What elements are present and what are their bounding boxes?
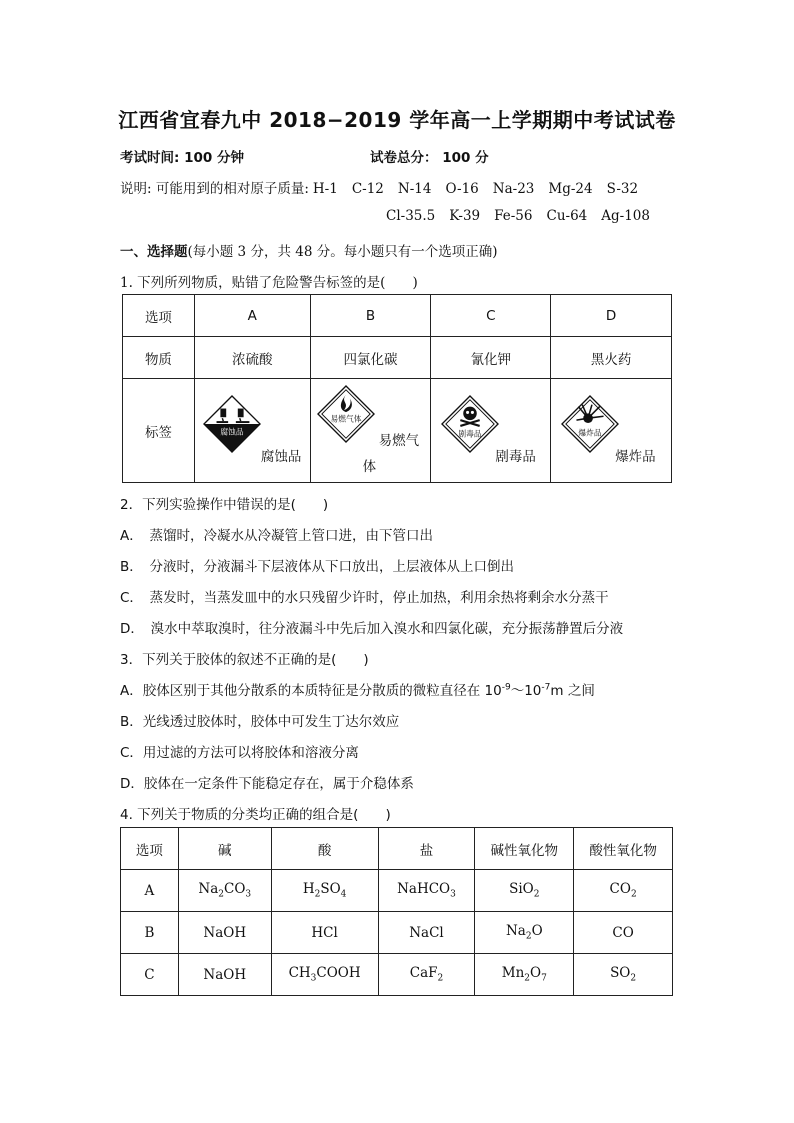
formula-text: NaHCO [397,881,451,898]
question-3-option-a [120,679,595,699]
row-label: 物质 [123,337,195,379]
formula-text: O [530,965,542,982]
option-cell: B [310,295,431,337]
question-3-option-c: C．用过滤的方法可以将胶体和溶液分离 [120,745,359,761]
exam-title: 江西省宜春九中 2018−2019 学年高一上学期期中考试试卷 [118,108,676,132]
formula-subscript: 2 [218,889,224,900]
sign-text: 爆炸品 [578,428,602,438]
column-header: 碱性氧化物 [475,828,574,870]
label-caption: 爆炸品 [615,449,656,465]
q1-table [122,294,672,483]
formula-cell [574,912,673,954]
formula-subscript: 4 [340,889,347,900]
formula-text: Na [505,923,526,940]
row-label: 标签 [123,379,195,483]
atomic-mass-note [120,177,638,197]
q4-table-body [121,870,673,996]
option-text: m 之间 [550,683,595,699]
formula-text: CO [612,924,634,941]
formula-text: CaF [409,965,438,982]
question-2-option-d: D． 溴水中萃取溴时，往分液漏斗中先后加入溴水和四氯化碳，充分振荡静置后分液 [120,621,624,637]
option-cell: D [551,295,672,337]
table-row [123,379,672,483]
formula-text: CO [609,881,631,898]
atomic-mass: Mg-24 [548,181,593,197]
section-instructions: (每小题 3 分，共 48 分。每小题只有一个选项正确) [187,244,498,260]
formula-cell [271,954,378,996]
question-2-stem: 2．下列实验操作中错误的是( ) [120,497,329,513]
formula-text: SiO [509,881,534,898]
label-cell-c [431,379,551,483]
exponent: -9 [501,682,511,693]
label-cell-b [310,379,431,483]
corrosive-sign-icon [203,395,261,453]
formula-subscript: 2 [630,973,637,984]
atomic-mass: S-32 [606,181,639,197]
atomic-mass-note-line2 [386,208,650,224]
option-text: ～10 [510,683,542,699]
total-score: 试卷总分： 100 分 [370,150,489,166]
question-3-option-b: B．光线透过胶体时，胶体中可发生丁达尔效应 [120,714,400,730]
formula-subscript: 3 [245,889,252,900]
atomic-mass: C-12 [351,181,384,197]
label-caption: 剧毒品 [495,449,536,465]
atomic-mass: Na-23 [492,181,535,197]
formula-subscript: 2 [524,973,531,984]
question-3-stem: 3．下列关于胶体的叙述不正确的是( ) [120,652,369,668]
row-label: 选项 [123,295,195,337]
formula-text: CO [223,881,246,898]
flammable-gas-sign-icon [317,385,375,443]
column-header: 碱 [178,828,271,870]
table-row [121,912,673,954]
table-row [121,870,673,912]
substance-cell: 氰化钾 [431,337,551,379]
formula-cell [378,954,475,996]
formula-subscript: 2 [525,931,532,942]
formula-text: NaOH [203,966,247,983]
exam-time: 考试时间: 100 分钟 [120,150,244,166]
formula-cell [378,912,475,954]
formula-subscript: 3 [450,889,456,900]
column-header: 酸 [271,828,378,870]
formula-cell [475,954,574,996]
formula-cell [475,870,574,912]
atomic-mass: Cu-64 [546,208,588,224]
formula-cell [378,870,475,912]
formula-text: SO [610,965,631,982]
option-text: A．胶体区别于其他分散系的本质特征是分散质的微粒直径在 10 [120,683,502,699]
formula-text: HCl [311,924,338,941]
atomic-mass: K-39 [449,208,481,224]
substance-cell: 浓硫酸 [194,337,310,379]
table-row [123,337,672,379]
section-heading [120,240,497,260]
formula-cell [574,954,673,996]
atomic-mass: Cl-35.5 [386,208,436,224]
formula-text: SO [320,881,341,898]
toxic-sign-icon [441,395,499,453]
section-title: 一、选择题 [120,244,188,260]
formula-subscript: 2 [630,889,637,900]
formula-text: NaOH [203,924,247,941]
label-cell-d [551,379,672,483]
column-header: 酸性氧化物 [574,828,673,870]
option-cell: C [431,295,551,337]
sign-text: 腐蚀品 [220,427,244,437]
question-3-option-d: D．胶体在一定条件下能稳定存在，属于介稳体系 [120,776,414,792]
formula-subscript: 7 [541,973,547,984]
question-2-option-a: A． 蒸馏时，冷凝水从冷凝管上管口进，由下管口出 [120,528,433,544]
formula-text: O [531,923,543,940]
exponent: -7 [541,682,551,693]
formula-text: CH [288,965,311,982]
table-header-row [121,828,673,870]
note-prefix: 说明: 可能用到的相对原子质量: [120,181,309,197]
formula-cell [475,912,574,954]
question-2-option-b: B． 分液时，分液漏斗下层液体从下口放出，上层液体从上口倒出 [120,559,515,575]
table-row [123,295,672,337]
formula-text: COOH [316,965,361,982]
sign-text: 易燃气体 [330,414,362,424]
question-4-stem: 4. 下列关于物质的分类均正确的组合是( ) [120,807,391,823]
formula-text: Mn [501,965,525,982]
formula-cell [271,870,378,912]
atomic-mass: H-1 [312,181,338,197]
label-cell-a [194,379,310,483]
formula-subscript: 2 [437,973,444,984]
formula-text: Na [198,881,219,898]
formula-subscript: 3 [310,973,317,984]
option-cell: C [121,954,179,996]
option-cell: A [121,870,179,912]
formula-subscript: 2 [533,889,540,900]
formula-text: NaCl [409,924,444,941]
formula-cell [574,870,673,912]
label-caption: 易燃气 [378,433,420,449]
atomic-mass: Fe-56 [494,208,533,224]
formula-subscript: 2 [314,889,321,900]
option-cell: A [194,295,310,337]
formula-cell [178,912,271,954]
q4-table [120,827,673,996]
table-row [121,954,673,996]
atomic-mass: O-16 [445,181,479,197]
sign-text: 剧毒品 [458,429,483,439]
atomic-mass: Ag-108 [601,208,650,224]
formula-cell [178,870,271,912]
formula-cell [271,912,378,954]
question-2-option-c: C． 蒸发时，当蒸发皿中的水只残留少许时，停止加热，利用余热将剩余水分蒸干 [120,590,609,606]
formula-cell [178,954,271,996]
column-header: 盐 [378,828,475,870]
label-caption: 体 [362,459,377,475]
question-1-stem: 1. 下列所列物质，贴错了危险警告标签的是( ) [120,275,418,291]
column-header: 选项 [121,828,179,870]
label-caption: 腐蚀品 [260,449,302,465]
substance-cell: 黑火药 [551,337,672,379]
atomic-mass: N-14 [397,181,432,197]
explosive-sign-icon [561,395,619,453]
substance-cell: 四氯化碳 [310,337,431,379]
option-cell: B [121,912,179,954]
formula-text: H [302,881,315,898]
